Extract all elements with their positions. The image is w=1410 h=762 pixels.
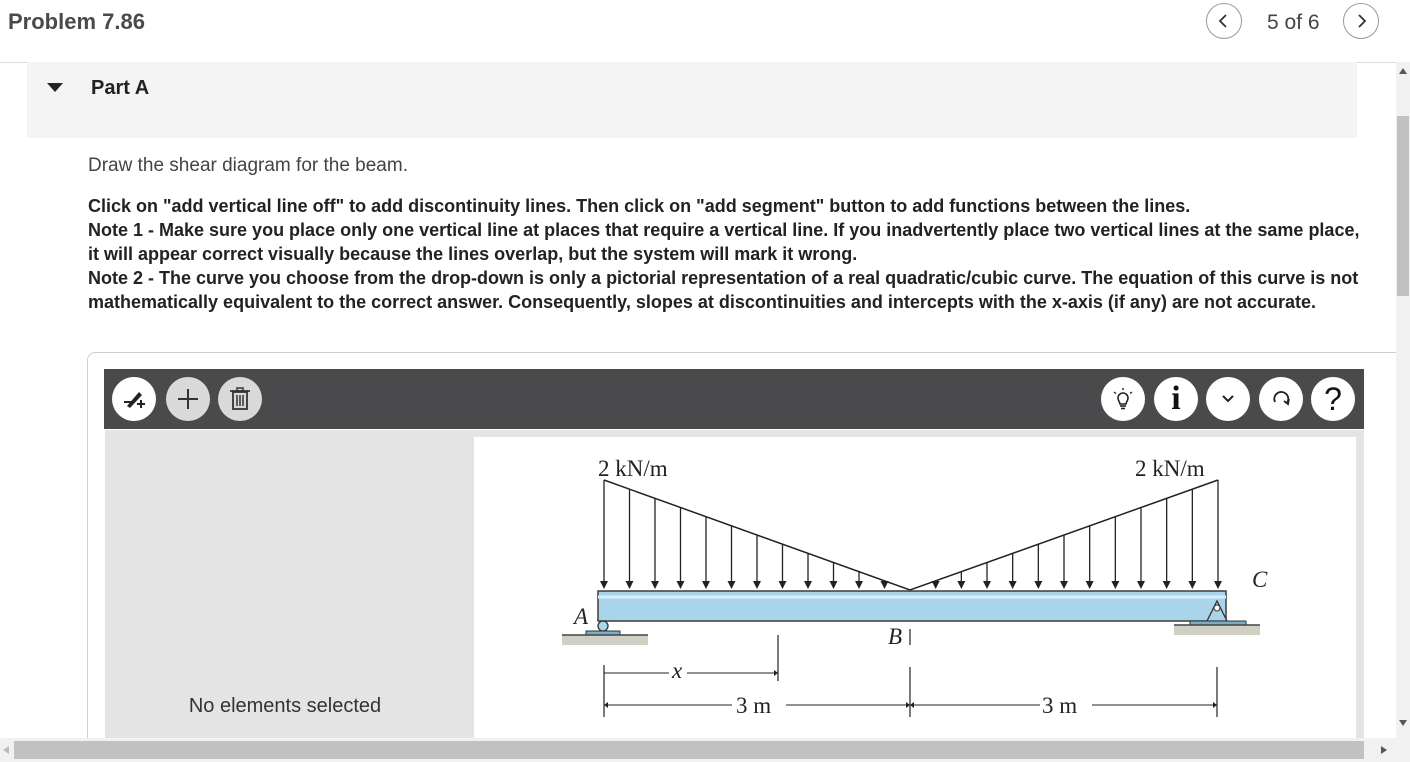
load-arrow-head <box>626 581 634 589</box>
scroll-right-icon[interactable] <box>1381 746 1387 754</box>
add-segment-button[interactable] <box>166 377 210 421</box>
load-right-label: 2 kN/m <box>1135 456 1205 481</box>
delete-button[interactable] <box>218 377 262 421</box>
instruction-main: Click on "add vertical line off" to add discontinuity lines. Then click on "add segment" button to add functions between the lines. <box>88 196 1191 216</box>
reset-icon <box>1268 386 1294 412</box>
scroll-left-icon[interactable] <box>3 746 9 754</box>
ground-a <box>562 635 648 645</box>
reset-button[interactable] <box>1259 377 1303 421</box>
load-outline <box>604 480 1218 590</box>
load-arrow-head <box>804 581 812 589</box>
beam-figure <box>474 437 1356 747</box>
x-variable-label: x <box>672 658 683 683</box>
load-arrow-head <box>881 581 889 589</box>
load-arrow-head <box>702 581 710 589</box>
drawing-toolbar <box>104 369 1364 429</box>
horizontal-scrollbar[interactable] <box>0 738 1410 762</box>
question-prompt: Draw the shear diagram for the beam. <box>88 155 408 176</box>
load-arrows <box>600 480 1222 589</box>
load-arrow-head <box>728 581 736 589</box>
load-arrow-head <box>753 581 761 589</box>
help-button[interactable] <box>1311 377 1355 421</box>
load-arrow-head <box>957 581 965 589</box>
load-arrow-head <box>1111 581 1119 589</box>
load-arrow-head <box>1214 581 1222 589</box>
chevron-right-icon <box>1354 14 1368 28</box>
part-a-toggle[interactable] <box>27 62 1357 138</box>
load-arrow-head <box>1009 581 1017 589</box>
point-a-label: A <box>574 604 589 629</box>
instruction-note-2: Note 2 - The curve you choose from the drop-down is only a pictorial representation of a real quadratic/cubic curve. The equation of this curve is not mathematically equivalent to the correct answer. Consequently, slopes at discontinuities and intercepts with the x-axis (if any) are not accurate. <box>88 268 1359 312</box>
load-arrow-head <box>1137 581 1145 589</box>
point-c-label: C <box>1252 567 1268 592</box>
part-label: Part A <box>91 77 150 99</box>
problem-title: Problem 7.86 <box>8 9 145 34</box>
hint-button[interactable] <box>1101 377 1145 421</box>
ground-c <box>1174 625 1260 635</box>
dropdown-chevron-icon <box>1215 386 1241 412</box>
add-vertical-line-button[interactable] <box>112 377 156 421</box>
pin <box>1214 605 1220 611</box>
load-arrow-head <box>677 581 685 589</box>
scroll-down-icon[interactable] <box>1399 720 1407 726</box>
load-arrow-head <box>779 581 787 589</box>
info-icon: i <box>1171 380 1181 417</box>
load-arrow-head <box>932 581 940 589</box>
add-vertical-line-icon <box>121 386 147 412</box>
span-right-label: 3 m <box>1042 693 1078 718</box>
load-arrow-head <box>1188 581 1196 589</box>
span-left-label: 3 m <box>736 693 772 718</box>
instruction-note-1: Note 1 - Make sure you place only one vertical line at places that require a vertical line. If you inadvertently place two vertical lines at the same place, it will appear correct visually because the lines overlap, but the system will mark it wrong. <box>88 220 1360 264</box>
caret-down-icon <box>47 83 63 92</box>
scroll-up-icon[interactable] <box>1399 68 1407 74</box>
beam-diagram <box>474 437 1356 747</box>
next-button[interactable] <box>1343 3 1379 39</box>
point-b-label: B <box>888 624 903 649</box>
load-arrow-head <box>1034 581 1042 589</box>
load-arrow-head <box>983 581 991 589</box>
load-arrow-head <box>830 581 838 589</box>
load-arrow-head <box>1086 581 1094 589</box>
instructions <box>88 194 1363 314</box>
delete-icon <box>227 386 253 412</box>
vertical-scrollbar[interactable] <box>1396 62 1410 738</box>
chevron-left-icon <box>1217 14 1231 28</box>
previous-button[interactable] <box>1206 3 1242 39</box>
options-dropdown-button[interactable] <box>1206 377 1250 421</box>
hint-lightbulb-icon <box>1110 386 1136 412</box>
page-indicator: 5 of 6 <box>1267 11 1320 34</box>
load-arrow-head <box>651 581 659 589</box>
load-arrow-head <box>600 581 608 589</box>
horizontal-scroll-thumb[interactable] <box>14 741 1364 759</box>
roller-support-a <box>598 621 608 631</box>
load-left-label: 2 kN/m <box>598 456 668 481</box>
load-arrow-head <box>855 581 863 589</box>
problem-header <box>0 0 1410 63</box>
info-button[interactable] <box>1154 377 1198 421</box>
help-icon: ? <box>1324 380 1342 417</box>
load-arrow-head <box>1163 581 1171 589</box>
load-arrow-head <box>1060 581 1068 589</box>
properties-panel <box>105 430 465 740</box>
add-segment-icon <box>175 386 201 412</box>
selection-status: No elements selected <box>188 695 382 717</box>
vertical-scroll-thumb[interactable] <box>1397 116 1409 296</box>
